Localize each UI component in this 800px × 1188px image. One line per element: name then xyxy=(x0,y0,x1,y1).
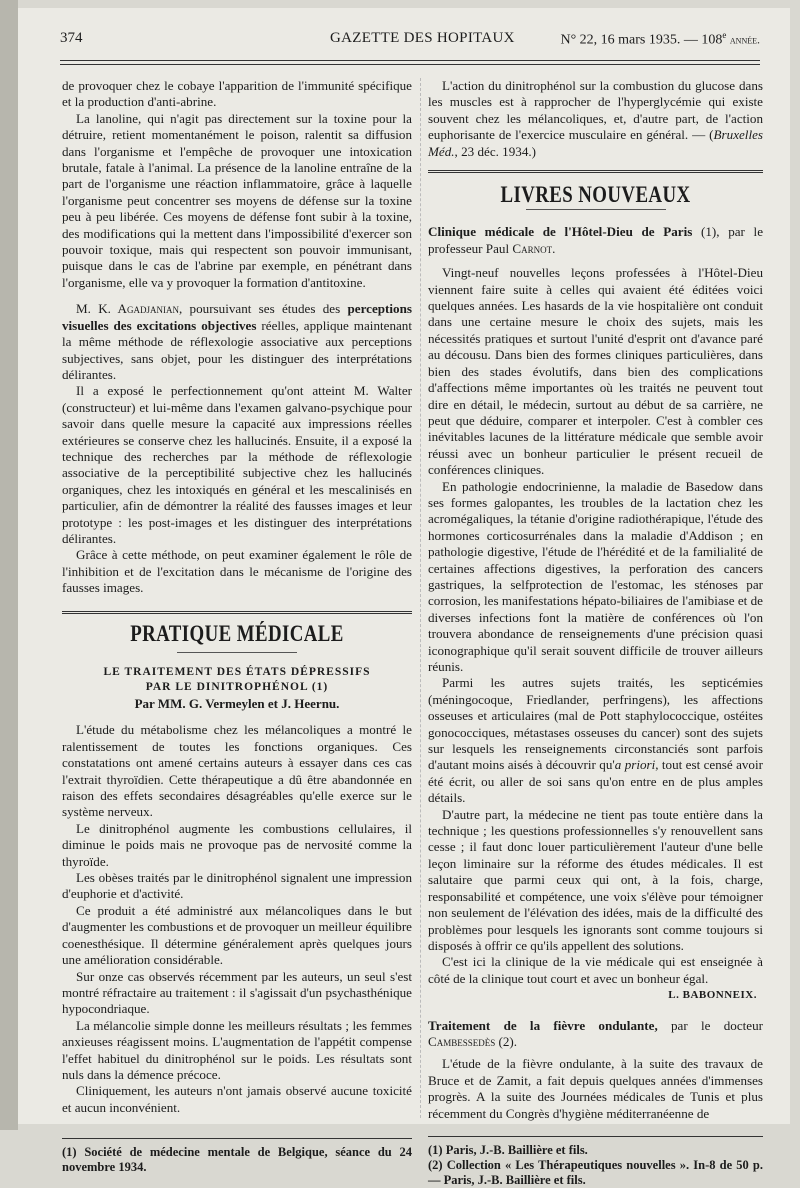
short-rule xyxy=(526,209,666,210)
signature: L. BABONNEIX. xyxy=(668,989,757,1002)
footnote-rule xyxy=(428,1136,763,1137)
paragraph: Les obèses traités par le dinitrophénol signalent une impression d'euphorie et d'activité. xyxy=(62,870,412,902)
section-heading-pratique: PRATIQUE MÉDICALE xyxy=(130,620,344,646)
footnote: (1) Paris, J.-B. Baillière et fils. xyxy=(428,1142,588,1157)
short-rule xyxy=(177,652,297,653)
header-rule-2 xyxy=(60,64,760,65)
book-heading: Traitement de la fièvre ondulante, par le docteur Cambessedès (2). xyxy=(428,1017,763,1049)
paragraph: Le dinitrophénol augmente les combustions cellulaires, il diminue le poids mais ne provoque pas de nervosité comme la thyroïde. xyxy=(62,820,412,869)
section-heading-livres: LIVRES NOUVEAUX xyxy=(500,182,691,208)
footnote: (2) Collection « Les Thérapeutiques nouvelles ». In-8 de 50 p. — Paris, J.-B. Baillière et fils. xyxy=(428,1157,763,1187)
paragraph: Vingt-neuf nouvelles leçons professées à l'Hôtel-Dieu viennent faire suite à celles qui avaient été éditées voici quelques années. Les hasards de la vie hospitalière ont conduit dans une certaine mesure le choix des sujets, mais les nécessités pratiques et surtout l'unité d'esprit ont d'avance paré au décousu. Dans bien des formes cliniques particulières, dans bien des stades évolutifs, dans bien des complications d'affections même importantes où les traités ne peuvent tout dire en détail, le médecin, surtout au début de sa carrière, ne peut que déduire, comparer et interpoler. C'est à combler ces inévitables lacunes de la littérature médicale que semble avoir réussi avec un bonheur particulier le présent recueil de conférences cliniques. xyxy=(428,265,763,478)
footnote-rule xyxy=(62,1138,412,1139)
book-heading: Clinique médicale de l'Hôtel-Dieu de Paris (1), par le professeur Paul Carnot. xyxy=(428,224,764,256)
article-title: LE TRAITEMENT DES ÉTATS DÉPRESSIFS PAR LE DINITROPHÉNOL (1) xyxy=(103,666,371,693)
paragraph: Grâce à cette méthode, on peut examiner également le rôle de l'inhibition et de l'excitation dans le mécanisme de l'origine des fausses images. xyxy=(62,547,412,596)
section-rule xyxy=(428,170,763,173)
left-column xyxy=(62,78,412,1175)
paragraph: L'action du dinitrophénol sur la combustion du glucose dans les muscles est à rapprocher de l'hyperglycémie qui existe souvent chez les mélancoliques, et, d'autre part, de l'action euphorisante de l'exercice musculaire en général. — (Bruxelles Méd., 23 déc. 1934.) xyxy=(428,78,763,159)
issue-info: N° 22, 16 mars 1935. — 108e année. xyxy=(560,30,760,48)
header-rule-1 xyxy=(60,60,760,61)
right-column xyxy=(428,78,763,1188)
journal-title: GAZETTE DES HOPITAUX xyxy=(330,30,515,46)
paragraph: Il a exposé le perfectionnement qu'ont atteint M. Walter (constructeur) et lui-même dans l'examen galvano-psychique pour savoir dans quelle mesure la capacité aux impressions réelles extérieures se conserve chez les hallucinés. Ensuite, il a exposé la technique des recherches par la méthode de réflexologie associative de la perceptibilité subjective chez les hallucinés organiques, chez les intoxiqués en général et les mescalinisés en particulier, afin de démontrer la réalité des fausses images et leur prototype : les post-images et les distinguer des interprétations délirantes. xyxy=(62,383,412,546)
running-header xyxy=(60,30,760,52)
paragraph: D'autre part, la médecine ne tient pas toute entière dans la technique ; les questions professionnelles s'y renouvellent sans cesse ; il faut donc louer particulièrement l'auteur d'une belle leçon liminaire sur la réforme des études médicales. Il est salutaire que parmi ceux qui ont, à la fois, charge, responsabilité et compétence, une voix s'élève pour témoigner non seulement de l'élévation des idées, mais de la difficulté des problèmes pour lesquels les ignorants sont comme toujours si disposés à offrir ce qu'ils appellent des solutions. xyxy=(428,806,763,953)
paragraph: En pathologie endocrinienne, la maladie de Basedow dans ses formes galopantes, les troubles de la lactation chez les acromégaliques, la tétanie d'origine radiothérapique, l'étude des hormones corticosurrénales dans la maladie d'Addison ; en pathologie digestive, l'étude de l'hérédité et de la familialité de certaines affections digestives, la perforation des cancers gastriques, la selfprotection de l'estomac, les sténoses par corrosion, les manifestations hépato-biliaires de l'amibiase et de diverses infections font la matière de conférences où l'on trouvera abondance de renseignements d'une précision quasi iconographique qu'il serait souvent difficile de trouver ailleurs réunis. xyxy=(428,478,763,674)
page-number: 374 xyxy=(60,30,83,46)
paragraph: M. K. Agadjanian, poursuivant ses études des perceptions visuelles des excitations objectives réelles, applique maintenant la même méthode de réflexologie associative aux perceptions subjectives, sans objet, pour les distinguer des interprétations délirantes. xyxy=(62,301,412,382)
paragraph: Parmi les autres sujets traités, les septicémies (méningocoque, Friedlander, perfringens), les affections osseuses et articulaires (mal de Pott staphylococcique, ostéites gonococciques, métastases osseuses du cancer) sont des sujets sur lesquels les renseignements circonstanciés sont parfois d'autant moins aisés à découvrir qu'a priori, tout est censé avoir été écrit, ou aller de soi sans qu'on entre en de plus amples détails. xyxy=(428,675,763,806)
paragraph: L'étude de la fièvre ondulante, à la suite des travaux de Bruce et de Zamit, a fait depuis quelques années d'immenses progrès. A la suite des Journées médicales de Tunis et plus récemment du Congrès d'hygiène méditerranéenne de xyxy=(428,1056,763,1121)
paragraph: Sur onze cas observés récemment par les auteurs, un seul s'est montré réfractaire au traitement : il s'agissait d'un psychasthénique hypocondriaque. xyxy=(62,968,412,1017)
paragraph: Cliniquement, les auteurs n'ont jamais observé aucune toxicité et aucun inconvénient. xyxy=(62,1083,412,1115)
paragraph: C'est ici la clinique de la vie médicale qui est enseignée à côté de la clinique tout court et avec un bonheur égal. xyxy=(428,954,763,986)
paragraph: La mélancolie simple donne les meilleurs résultats ; les femmes anxieuses réagissent moins. L'augmentation de l'appétit compense l'effet habituel du dinitrophénol sur le poids. Les résultats sont nuls dans la démence précoce. xyxy=(62,1017,412,1082)
paragraph: La lanoline, qui n'agit pas directement sur la toxine pour la détruire, retient momentanément le poison, ralentit sa diffusion dans l'organisme et l'empêche de provoquer une intoxication brutale, fatale à l'animal. La présence de la lanoline entraîne de la part de l'organisme une réaction inflammatoire, grâce à laquelle l'organisme peut concentrer ses moyens de défense sur la toxine peu à peu libérée. Ces moyens de défense font subir à la toxine, des modifications qui la mettent dans l'impossibilité d'exercer son pouvoir toxique, mais qui respectent son pouvoir immunisant, puisque dans le cas de l'abrine par exemple, en pénétrant dans l'organisme, elle va y provoquer la formation d'antitoxine. xyxy=(62,110,412,290)
article-authors: Par MM. G. Vermeylen et J. Heernu. xyxy=(134,696,340,711)
paragraph: L'étude du métabolisme chez les mélancoliques a montré le ralentissement de toutes les fonctions organiques. Ces constatations ont amené certains auteurs à essayer dans ces cas l'extrait thyroïdien. Cette thérapeutique a dû être abandonnée en raison des effets secondaires désagréables qu'elle exerce sur le système nerveux. xyxy=(62,722,412,820)
paragraph: de provoquer chez le cobaye l'apparition de l'immunité spécifique et la production d'anti-abrine. xyxy=(62,78,412,110)
section-rule xyxy=(62,611,412,614)
paragraph: Ce produit a été administré aux mélancoliques dans le but d'augmenter les combustions et de provoquer un meilleur équilibre coenesthésique. Il détermine généralement après quelques jours une amélioration considérable. xyxy=(62,902,412,968)
column-separator xyxy=(420,78,421,1118)
footnote: (1) Société de médecine mentale de Belgique, séance du 24 novembre 1934. xyxy=(62,1145,412,1175)
page-binding-edge xyxy=(0,0,18,1130)
